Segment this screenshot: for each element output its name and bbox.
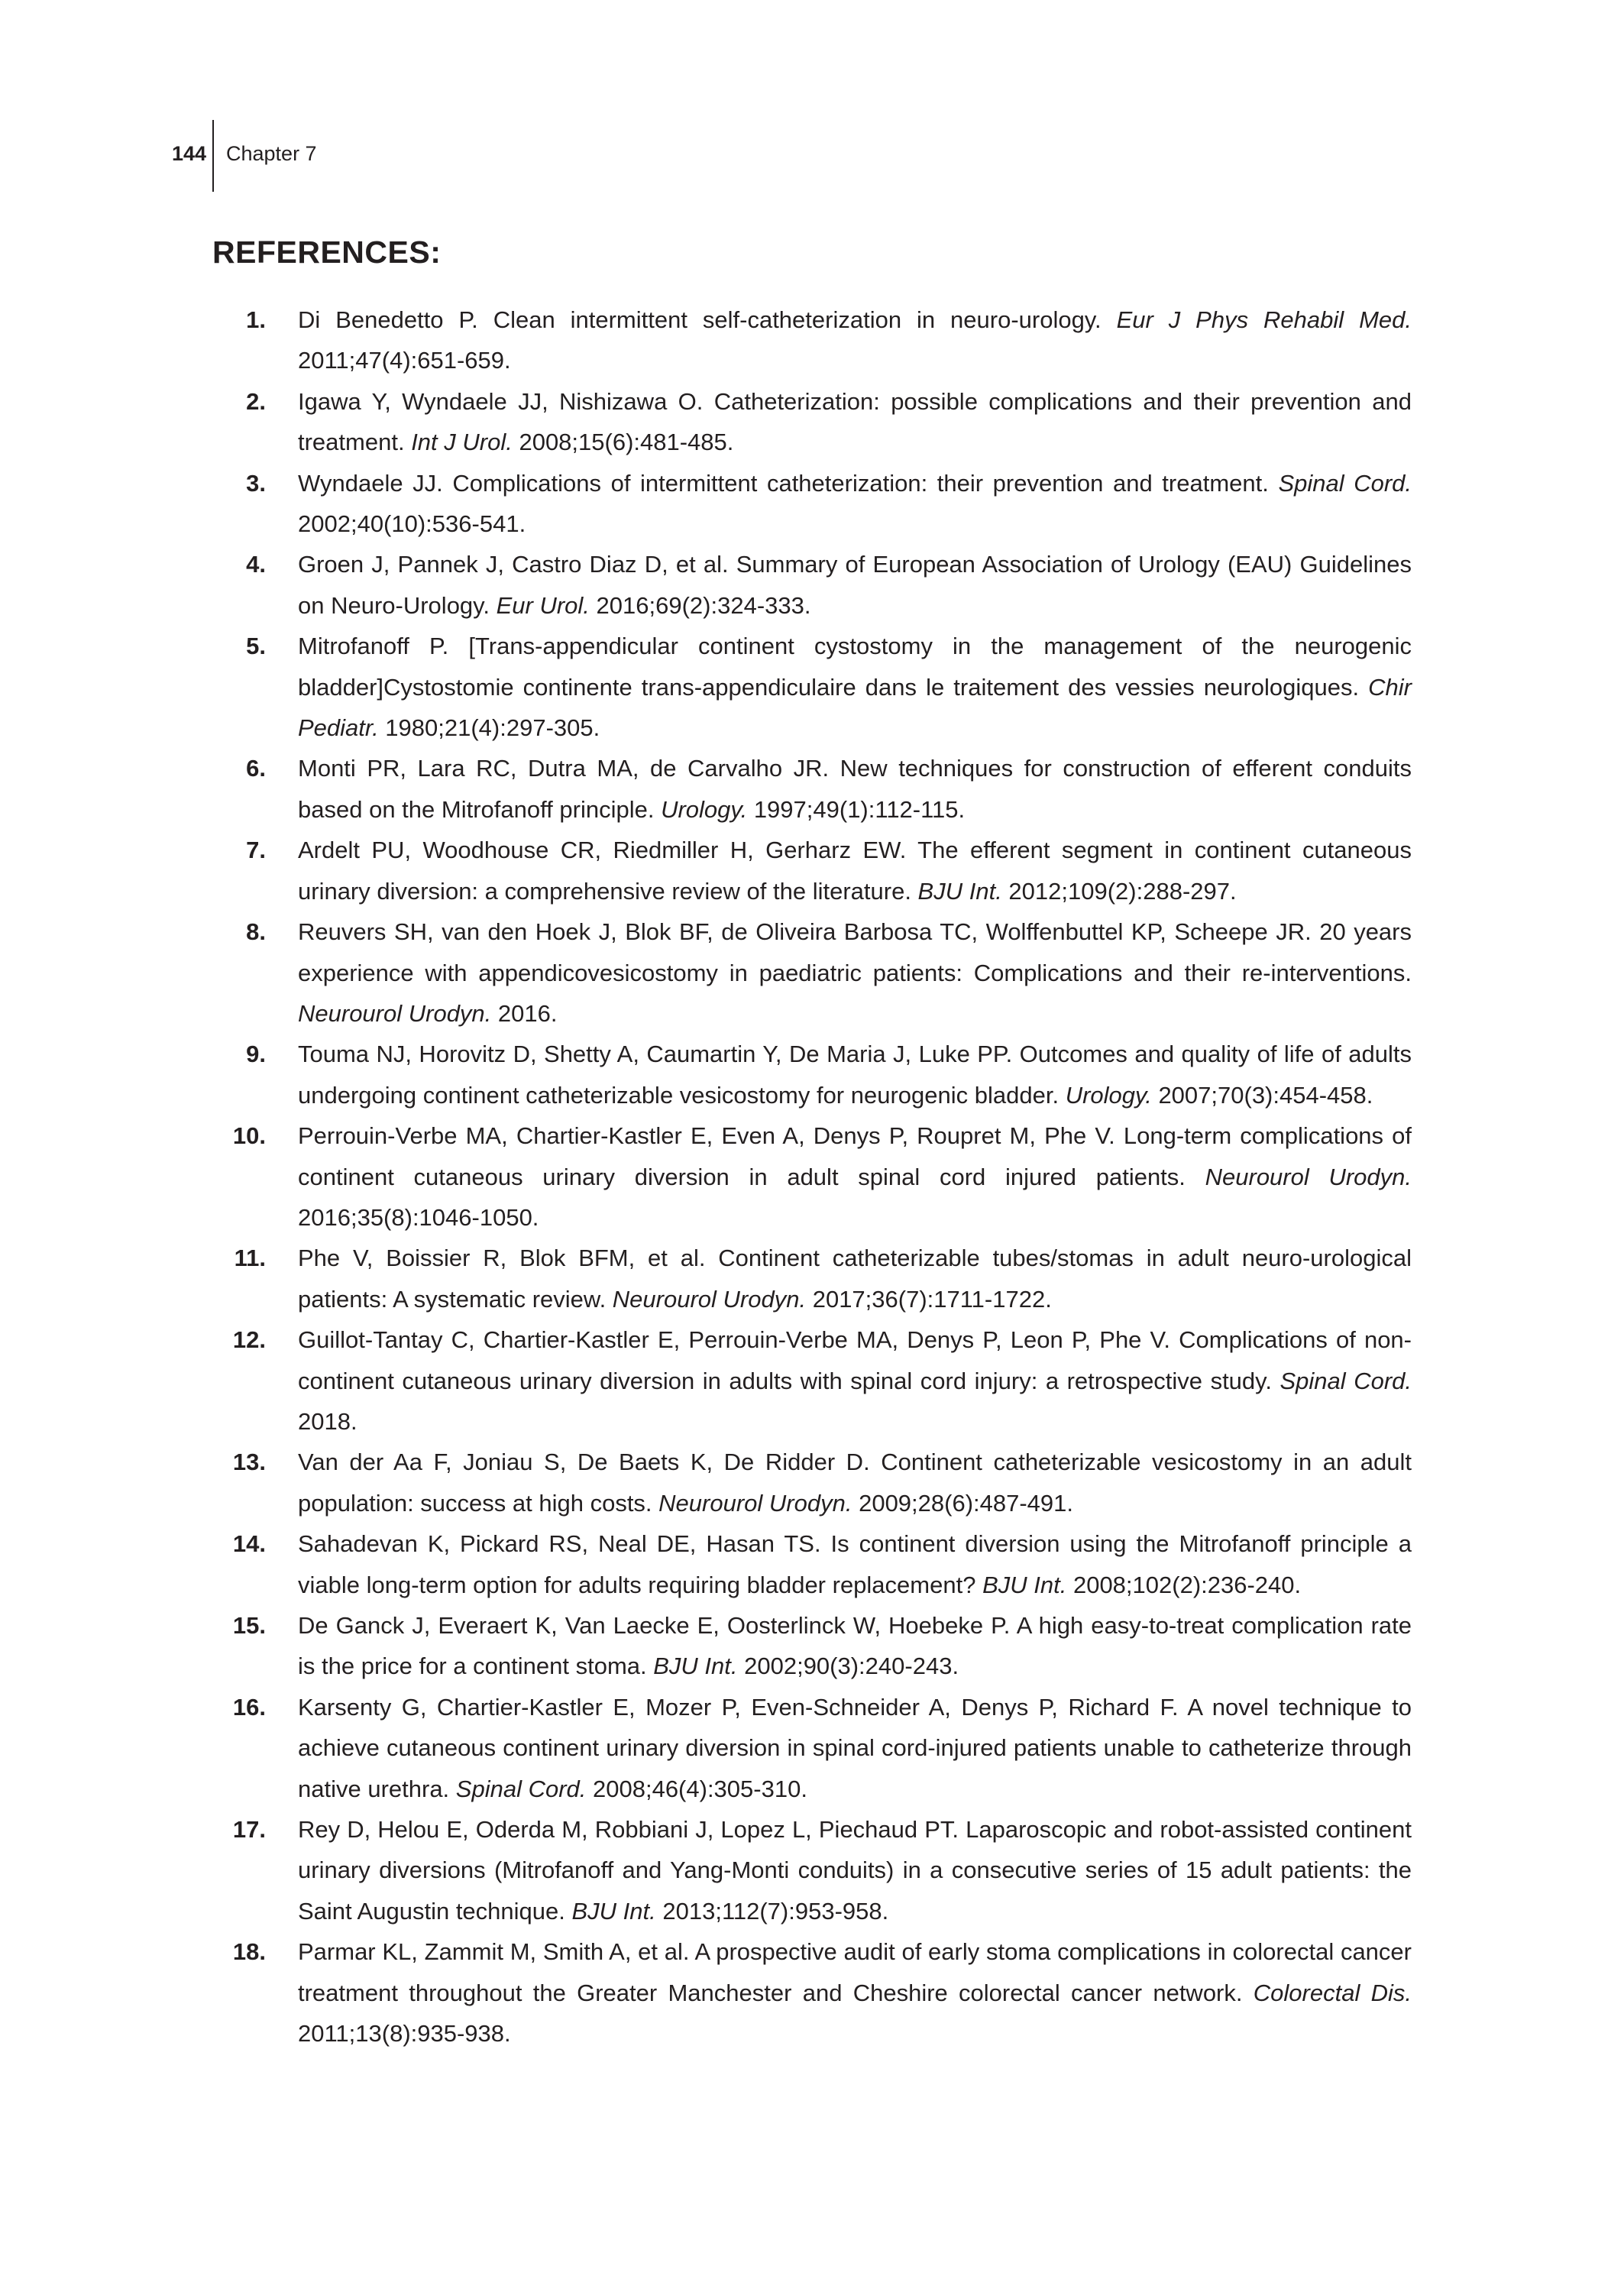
reference-authors-title: Di Benedetto P. Clean intermittent self-catheterization in neuro-urology.: [298, 306, 1117, 333]
reference-text: [298, 626, 1412, 748]
reference-text: [298, 1605, 1412, 1687]
reference-number: 15.: [232, 1612, 266, 1639]
reference-citation: 2008;46(4):305-310.: [586, 1775, 807, 1802]
reference-citation: 2018.: [298, 1407, 357, 1435]
reference-number: 1.: [246, 306, 266, 333]
reference-authors-title: Touma NJ, Horovitz D, Shetty A, Caumartin Y, De Maria J, Luke PP. Outcomes and quality of life of adults undergoing continent catheterizable vesicostomy for neurogenic bladder.: [298, 1041, 1412, 1109]
reference-item: [212, 1605, 1412, 1687]
reference-authors-title: Sahadevan K, Pickard RS, Neal DE, Hasan TS. Is continent diversion using the Mitrofanoff principle a viable long-term option for adults requiring bladder replacement?: [298, 1530, 1412, 1598]
reference-journal: Urology.: [1065, 1081, 1152, 1109]
reference-authors-title: Groen J, Pannek J, Castro Diaz D, et al. Summary of European Association of Urology (EAU) Guidelines on Neuro-Urology.: [298, 551, 1412, 619]
reference-citation: 2016.: [491, 999, 558, 1027]
reference-item: [212, 1523, 1412, 1605]
reference-number: 8.: [246, 918, 266, 946]
reference-citation: 2017;36(7):1711-1722.: [806, 1285, 1052, 1313]
reference-item: [212, 1931, 1412, 2054]
reference-journal: Urology.: [661, 795, 748, 823]
reference-text: [298, 463, 1412, 545]
reference-text: [298, 544, 1412, 626]
reference-item: [212, 1238, 1412, 1319]
reference-number: 5.: [246, 633, 266, 660]
reference-text: [298, 1238, 1412, 1319]
reference-authors-title: Phe V, Boissier R, Blok BFM, et al. Continent catheterizable tubes/stomas in adult neuro-urological patients: A systematic review.: [298, 1245, 1412, 1313]
reference-number: 12.: [232, 1326, 266, 1354]
reference-citation: 2011;47(4):651-659.: [298, 347, 511, 374]
page-number: 144: [171, 142, 206, 165]
reference-journal: Spinal Cord.: [1279, 1367, 1412, 1394]
reference-citation: 2016;69(2):324-333.: [589, 591, 811, 619]
reference-journal: Neurourol Urodyn.: [298, 999, 492, 1027]
reference-item: [212, 299, 1412, 381]
reference-citation: 1980;21(4):297-305.: [378, 714, 600, 742]
reference-number: 4.: [246, 551, 266, 578]
reference-authors-title: Igawa Y, Wyndaele JJ, Nishizawa O. Catheterization: possible complications and their prevention and treatment.: [298, 387, 1412, 456]
reference-citation: 2002;40(10):536-541.: [298, 510, 526, 538]
reference-number: 14.: [232, 1530, 266, 1558]
reference-journal: Neurourol Urodyn.: [612, 1285, 807, 1313]
reference-text: [298, 1034, 1412, 1115]
reference-journal: BJU Int.: [653, 1653, 738, 1680]
reference-item: [212, 463, 1412, 545]
reference-authors-title: Reuvers SH, van den Hoek J, Blok BF, de Oliveira Barbosa TC, Wolffenbuttel KP, Scheepe JR. 20 years experience with appendicovesicostomy in paediatric patients: Complications and their re-interventions.: [298, 918, 1412, 986]
reference-item: [212, 1687, 1412, 1809]
reference-citation: 2007;70(3):454-458.: [1151, 1081, 1373, 1109]
reference-text: [298, 1687, 1412, 1809]
reference-item: [212, 1442, 1412, 1523]
reference-text: [298, 830, 1412, 911]
reference-number: 3.: [246, 469, 266, 497]
reference-text: [298, 748, 1412, 830]
reference-citation: 2008;102(2):236-240.: [1066, 1571, 1302, 1598]
reference-text: [298, 911, 1412, 1034]
reference-authors-title: Mitrofanoff P. [Trans-appendicular continent cystostomy in the management of the neurogenic bladder]Cystostomie continente trans-appendiculaire dans le traitement des vessies neurologiques.: [298, 633, 1412, 701]
reference-authors-title: Monti PR, Lara RC, Dutra MA, de Carvalho JR. New techniques for construction of efferent conduits based on the Mitrofanoff principle.: [298, 755, 1412, 823]
reference-text: [298, 299, 1412, 381]
reference-citation: 1997;49(1):112-115.: [747, 795, 966, 823]
reference-number: 11.: [234, 1245, 266, 1272]
reference-number: 6.: [246, 755, 266, 782]
reference-number: 17.: [232, 1816, 266, 1844]
reference-authors-title: Van der Aa F, Joniau S, De Baets K, De Ridder D. Continent catheterizable vesicostomy in an adult population: success at high costs.: [298, 1449, 1412, 1517]
reference-text: [298, 1809, 1412, 1931]
references-heading: REFERENCES:: [212, 235, 442, 270]
reference-authors-title: De Ganck J, Everaert K, Van Laecke E, Oosterlinck W, Hoebeke P. A high easy-to-treat complication rate is the price for a continent stoma.: [298, 1612, 1412, 1680]
reference-authors-title: Karsenty G, Chartier-Kastler E, Mozer P, Even-Schneider A, Denys P, Richard F. A novel technique to achieve cutaneous continent urinary diversion in spinal cord-injured patients unable to catheterize through native urethra.: [298, 1693, 1412, 1802]
reference-item: [212, 1115, 1412, 1238]
reference-citation: 2002;90(3):240-243.: [737, 1653, 959, 1680]
reference-text: [298, 1523, 1412, 1605]
reference-item: [212, 1319, 1412, 1442]
reference-text: [298, 1319, 1412, 1442]
reference-journal: Chir Pediatr.: [298, 673, 1412, 742]
reference-item: [212, 1809, 1412, 1931]
reference-authors-title: Rey D, Helou E, Oderda M, Robbiani J, Lopez L, Piechaud PT. Laparoscopic and robot-assisted continent urinary diversions (Mitrofanoff and Yang-Monti conduits) in a consecutive series of 15 adult patients: the Saint Augustin technique.: [298, 1816, 1412, 1925]
reference-text: [298, 381, 1412, 463]
reference-journal: Neurourol Urodyn.: [1205, 1163, 1412, 1190]
reference-list: [212, 299, 1412, 2054]
reference-item: [212, 381, 1412, 463]
reference-citation: 2009;28(6):487-491.: [852, 1489, 1074, 1517]
reference-number: 7.: [246, 837, 266, 864]
reference-citation: 2011;13(8):935-938.: [298, 2020, 511, 2048]
reference-journal: BJU Int.: [982, 1571, 1067, 1598]
reference-journal: Eur Urol.: [496, 591, 590, 619]
reference-citation: 2008;15(6):481-485.: [512, 429, 734, 456]
reference-number: 18.: [232, 1938, 266, 1966]
reference-citation: 2012;109(2):288-297.: [1001, 877, 1237, 905]
reference-number: 13.: [232, 1449, 266, 1476]
reference-item: [212, 748, 1412, 830]
reference-text: [298, 1931, 1412, 2054]
reference-journal: BJU Int.: [571, 1897, 656, 1925]
reference-number: 10.: [232, 1122, 266, 1150]
reference-text: [298, 1115, 1412, 1238]
reference-journal: Spinal Cord.: [455, 1775, 587, 1802]
reference-authors-title: Ardelt PU, Woodhouse CR, Riedmiller H, Gerharz EW. The efferent segment in continent cutaneous urinary diversion: a comprehensive review of the literature.: [298, 837, 1412, 905]
reference-journal: Colorectal Dis.: [1253, 1979, 1412, 2006]
reference-citation: 2016;35(8):1046-1050.: [298, 1203, 539, 1231]
reference-item: [212, 830, 1412, 911]
reference-journal: BJU Int.: [917, 877, 1002, 905]
reference-item: [212, 626, 1412, 748]
reference-journal: Spinal Cord.: [1278, 469, 1412, 497]
reference-journal: Eur J Phys Rehabil Med.: [1116, 306, 1412, 333]
chapter-label: Chapter 7: [226, 142, 317, 165]
reference-item: [212, 544, 1412, 626]
reference-authors-title: Guillot-Tantay C, Chartier-Kastler E, Perrouin-Verbe MA, Denys P, Leon P, Phe V. Complications of non-continent cutaneous urinary diversion in adults with spinal cord injury: a retrospective study.: [298, 1326, 1412, 1394]
reference-journal: Int J Urol.: [411, 429, 513, 456]
reference-number: 2.: [246, 387, 266, 415]
reference-number: 16.: [232, 1693, 266, 1721]
reference-authors-title: Wyndaele JJ. Complications of intermittent catheterization: their prevention and treatment.: [298, 469, 1279, 497]
reference-item: [212, 911, 1412, 1034]
reference-authors-title: Perrouin-Verbe MA, Chartier-Kastler E, Even A, Denys P, Roupret M, Phe V. Long-term complications of continent cutaneous urinary diversion in adult spinal cord injured patients.: [298, 1122, 1412, 1190]
reference-item: [212, 1034, 1412, 1115]
reference-authors-title: Parmar KL, Zammit M, Smith A, et al. A prospective audit of early stoma complications in colorectal cancer treatment throughout the Greater Manchester and Cheshire colorectal cancer network.: [298, 1938, 1412, 2006]
reference-text: [298, 1442, 1412, 1523]
reference-number: 9.: [246, 1041, 266, 1068]
header-divider: [212, 120, 214, 192]
reference-citation: 2013;112(7):953-958.: [655, 1897, 889, 1925]
reference-journal: Neurourol Urodyn.: [658, 1489, 852, 1517]
